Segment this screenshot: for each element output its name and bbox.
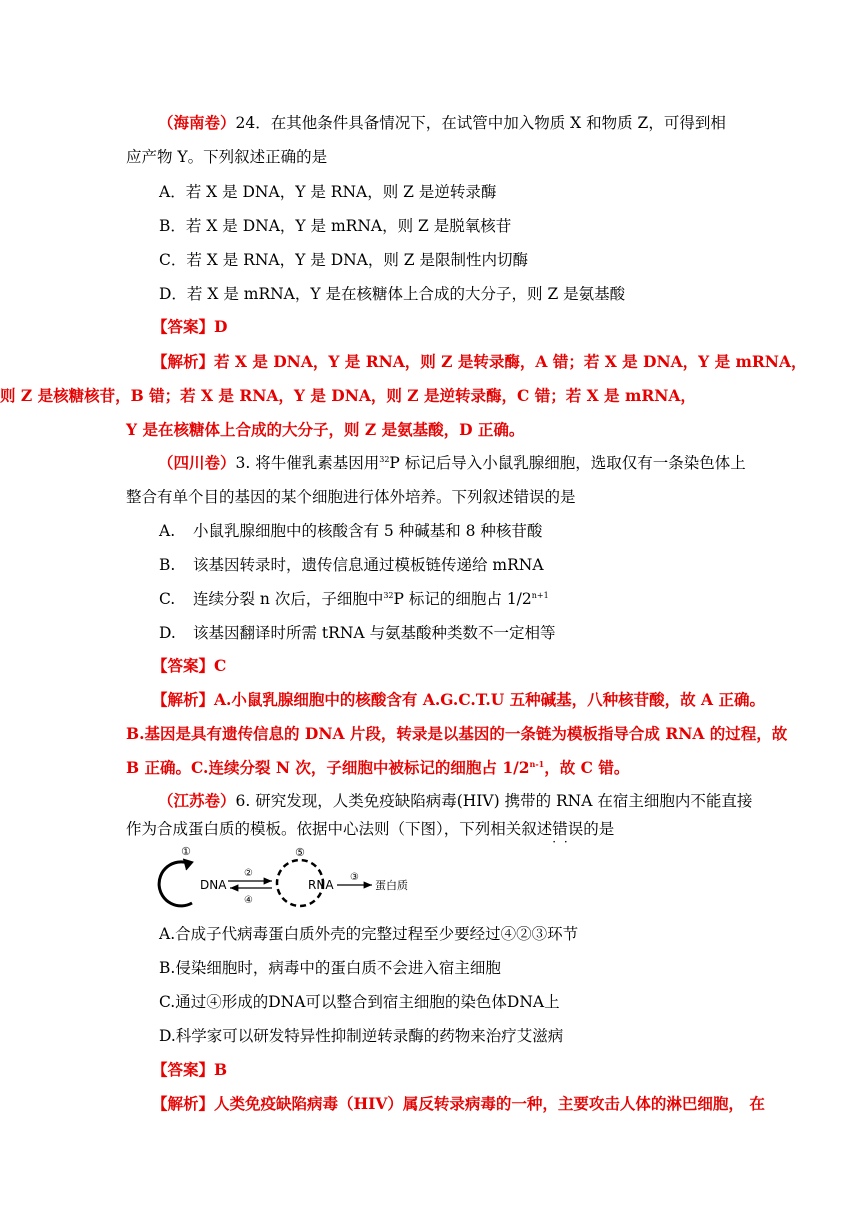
q2-option-c-key: C. bbox=[159, 590, 176, 608]
label-4: ④ bbox=[244, 895, 253, 906]
label-protein: 蛋白质 bbox=[375, 879, 408, 892]
q2-source: （四川卷） bbox=[158, 453, 236, 472]
q2-analysis-line3 bbox=[126, 757, 629, 779]
q3-stem-line1 bbox=[158, 790, 752, 812]
q1-source: （海南卷） bbox=[158, 113, 236, 132]
q3-stem-line2 bbox=[126, 818, 614, 840]
q2-option-c-text-a: 连续分裂 n 次后，子细胞中 bbox=[193, 590, 384, 608]
label-dna: DNA bbox=[200, 878, 227, 892]
q3-analysis-line1: 【解析】人类免疫缺陷病毒（HIV）属反转录病毒的一种，主要攻击人体的淋巴细胞， 在 bbox=[152, 1094, 765, 1113]
q1-analysis-line1: 【解析】若 X 是 DNA，Y 是 RNA，则 Z 是转录酶，A 错；若 X 是 DNA，Y 是 mRNA， bbox=[152, 352, 807, 371]
q3-stem-text1: 6. 研究发现，人类免疫缺陷病毒(HIV) 携带的 RNA 在宿主细胞内不能直接 bbox=[235, 792, 753, 810]
q3-stem-text2b: 的是 bbox=[583, 820, 615, 838]
q3-option-b: B.侵染细胞时，病毒中的蛋白质不会进入宿主细胞 bbox=[159, 959, 501, 977]
q3-option-a: A.合成子代病毒蛋白质外壳的完整过程至少要经过④②③环节 bbox=[159, 925, 579, 943]
q3-option-c: C.通过④形成的DNA可以整合到宿主细胞的染色体DNA上 bbox=[159, 993, 560, 1011]
q2-stem-text1b: P 标记后导入小鼠乳腺细胞，选取仅有一条染色体上 bbox=[389, 454, 746, 472]
q2-stem-text1a: 3. 将牛催乳素基因用 bbox=[235, 454, 380, 472]
q2-option-a-text: 小鼠乳腺细胞中的核酸含有 5 种碱基和 8 种核苷酸 bbox=[193, 522, 543, 540]
q2-option-c-text-b: P 标记的细胞占 1/2 bbox=[393, 590, 532, 608]
q2-analysis-line3-sup: n-1 bbox=[529, 758, 545, 769]
q1-stem-text1: 24．在其他条件具备情况下，在试管中加入物质 X 和物质 Z，可得到相 bbox=[235, 114, 726, 132]
q1-option-b: B．若 X 是 DNA，Y 是 mRNA，则 Z 是脱氧核苷 bbox=[159, 217, 512, 235]
q2-option-c-sup2: n+1 bbox=[531, 590, 549, 600]
q3-stem-text2a: 作为合成蛋白质的模板。依据中心法则（下图），下列相关叙述 bbox=[126, 820, 553, 838]
q1-stem-line2: 应产物 Y。下列叙述正确的是 bbox=[126, 148, 328, 166]
label-1: ① bbox=[181, 845, 191, 858]
q2-answer: 【答案】C bbox=[152, 656, 227, 675]
q2-option-b bbox=[159, 554, 544, 576]
q1-analysis-line3: Y 是在核糖体上合成的大分子，则 Z 是氨基酸，D 正确。 bbox=[126, 420, 525, 439]
q1-answer: 【答案】D bbox=[152, 317, 228, 336]
central-dogma-diagram bbox=[150, 843, 470, 913]
replication-arrowhead bbox=[183, 859, 193, 870]
q2-option-b-text: 该基因转录时，遗传信息通过模板链传递给 mRNA bbox=[193, 556, 544, 574]
q2-option-d bbox=[159, 622, 556, 644]
q2-option-a bbox=[159, 520, 542, 542]
q2-stem-line1 bbox=[158, 452, 746, 474]
q2-analysis-line3-a: B 正确。C.连续分裂 N 次，子细胞中被标记的细胞占 1/2 bbox=[126, 758, 530, 777]
q2-option-a-key: A. bbox=[159, 522, 176, 540]
q3-answer: 【答案】B bbox=[152, 1060, 228, 1079]
q2-option-d-text: 该基因翻译时所需 tRNA 与氨基酸种类数不一定相等 bbox=[193, 624, 556, 642]
label-rna: RNA bbox=[308, 878, 334, 892]
q1-option-a: A．若 X 是 DNA，Y 是 RNA，则 Z 是逆转录酶 bbox=[159, 183, 497, 201]
q2-option-c-sup: 32 bbox=[383, 590, 394, 600]
q2-option-c bbox=[159, 588, 549, 610]
q3-option-d: D.科学家可以研发特异性抑制逆转录酶的药物来治疗艾滋病 bbox=[159, 1027, 564, 1045]
q3-stem-emphasis: 错误 · · bbox=[552, 820, 583, 838]
q2-stem-line2: 整合有单个目的基因的某个细胞进行体外培养。下列叙述错误的是 bbox=[126, 488, 576, 506]
q2-analysis-line3-b: ，故 C 错。 bbox=[544, 758, 630, 777]
q2-analysis-line2: B.基因是具有遗传信息的 DNA 片段，转录是以基因的一条链为模板指导合成 RNA 的过程，故 bbox=[126, 724, 788, 743]
label-3: ③ bbox=[350, 872, 359, 883]
label-5: ⑤ bbox=[295, 846, 305, 859]
q2-stem-sup: 32 bbox=[379, 454, 390, 464]
q1-option-c: C．若 X 是 RNA，Y 是 DNA，则 Z 是限制性内切酶 bbox=[159, 251, 528, 269]
q1-analysis-line2: 则 Z 是核糖核苷，B 错；若 X 是 RNA，Y 是 DNA，则 Z 是逆转录酶，C 错；若 X 是 mRNA， bbox=[0, 386, 696, 405]
q1-stem-line1 bbox=[158, 112, 726, 134]
q2-option-d-key: D. bbox=[159, 624, 176, 642]
q2-analysis-line1: 【解析】A.小鼠乳腺细胞中的核酸含有 A.G.C.T.U 五种碱基，八种核苷酸，故 A 正确。 bbox=[152, 690, 765, 709]
q3-source: （江苏卷） bbox=[158, 791, 236, 810]
q2-option-b-key: B. bbox=[159, 556, 176, 574]
label-2: ② bbox=[244, 868, 253, 879]
q1-option-d: D．若 X 是 mRNA，Y 是在核糖体上合成的大分子，则 Z 是氨基酸 bbox=[159, 285, 626, 303]
